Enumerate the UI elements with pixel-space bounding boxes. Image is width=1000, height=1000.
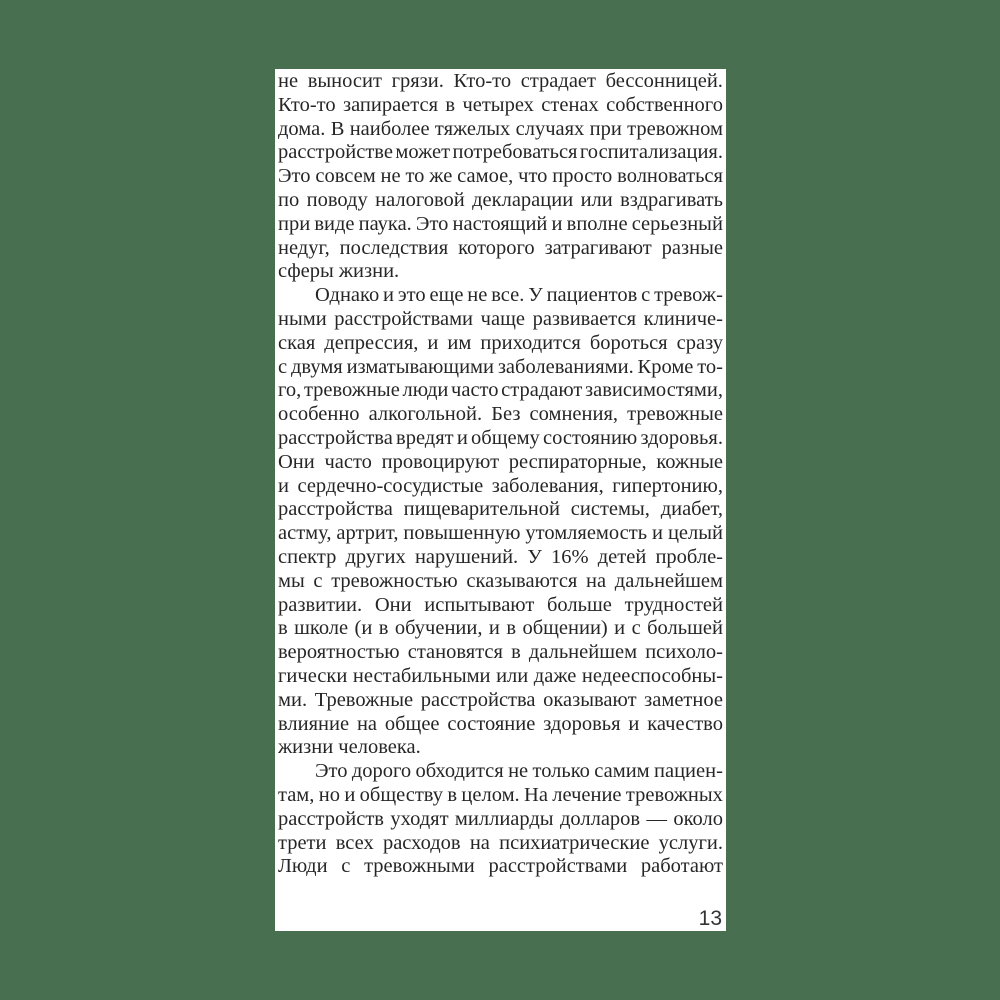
page-number: 13 [698, 907, 722, 930]
text-line: с двумя изматывающими заболеваниями. Кроме то- [278, 355, 723, 378]
text-line: астму, артрит, повышенную утомляемость и целый [278, 522, 723, 545]
text-line: в школе (и в обучении, и в общении) и с большей [278, 617, 723, 640]
text-line: расстройстве может потребоваться госпитализация. [278, 141, 723, 164]
text-line: го, тревожные люди часто страдают зависимостями, [278, 379, 723, 402]
text-line: жизни человека. [278, 736, 421, 759]
text-line: дома. В наиболее тяжелых случаях при тревожном [278, 117, 723, 140]
text-line: трети всех расходов на психиатрические услуги. [278, 831, 723, 854]
text-line: ными расстройствами чаще развивается клиниче- [278, 307, 723, 330]
text-line: влияние на общее состояние здоровья и качество [278, 712, 723, 735]
text-line: при виде паука. Это настоящий и вполне серьезный [278, 212, 723, 235]
text-line: не выносит грязи. Кто-то страдает бессонницей. [278, 70, 723, 92]
text-line: расстройства пищеварительной системы, диабет, [278, 498, 723, 521]
text-line: по поводу налоговой декларации или вздрагивать [278, 188, 723, 211]
text-line: расстройства вредят и общему состоянию здоровья. [278, 426, 723, 449]
text-line: мы с тревожностью сказываются на дальнейшем [278, 569, 723, 592]
text-line: вероятностью становятся в дальнейшем психоло- [278, 641, 723, 664]
text-line: расстройств уходят миллиарды долларов — около [278, 807, 723, 830]
text-line: ская депрессия, и им приходится бороться сразу [278, 331, 723, 354]
text-line: там, но и обществу в целом. На лечение тревожных [278, 783, 723, 806]
text-line: Однако и это еще не все. У пациентов с тревож- [315, 284, 723, 307]
text-line: особенно алкогольной. Без сомнения, тревожные [278, 403, 723, 426]
text-line: недуг, последствия которого затрагивают разные [278, 236, 723, 259]
text-line: Они часто провоцируют респираторные, кожные [278, 450, 723, 473]
text-line: сферы жизни. [278, 260, 400, 283]
text-line: гически нестабильными или даже недееспособны- [278, 664, 723, 687]
page-text [278, 70, 723, 879]
text-line: развитии. Они испытывают больше трудностей [278, 593, 723, 616]
text-line: Это дорого обходится не только самим пациен- [315, 760, 723, 783]
text-line: Это совсем не то же самое, что просто волноваться [278, 165, 723, 188]
book-page [275, 69, 726, 931]
text-line: спектр других нарушений. У 16% детей пробле- [278, 545, 723, 568]
text-line: Кто-то запирается в четырех стенах собственного [278, 93, 723, 116]
text-line: Люди с тревожными расстройствами работают [278, 855, 723, 878]
text-line: и сердечно-сосудистые заболевания, гипертонию, [278, 474, 723, 497]
text-line: ми. Тревожные расстройства оказывают заметное [278, 688, 723, 711]
